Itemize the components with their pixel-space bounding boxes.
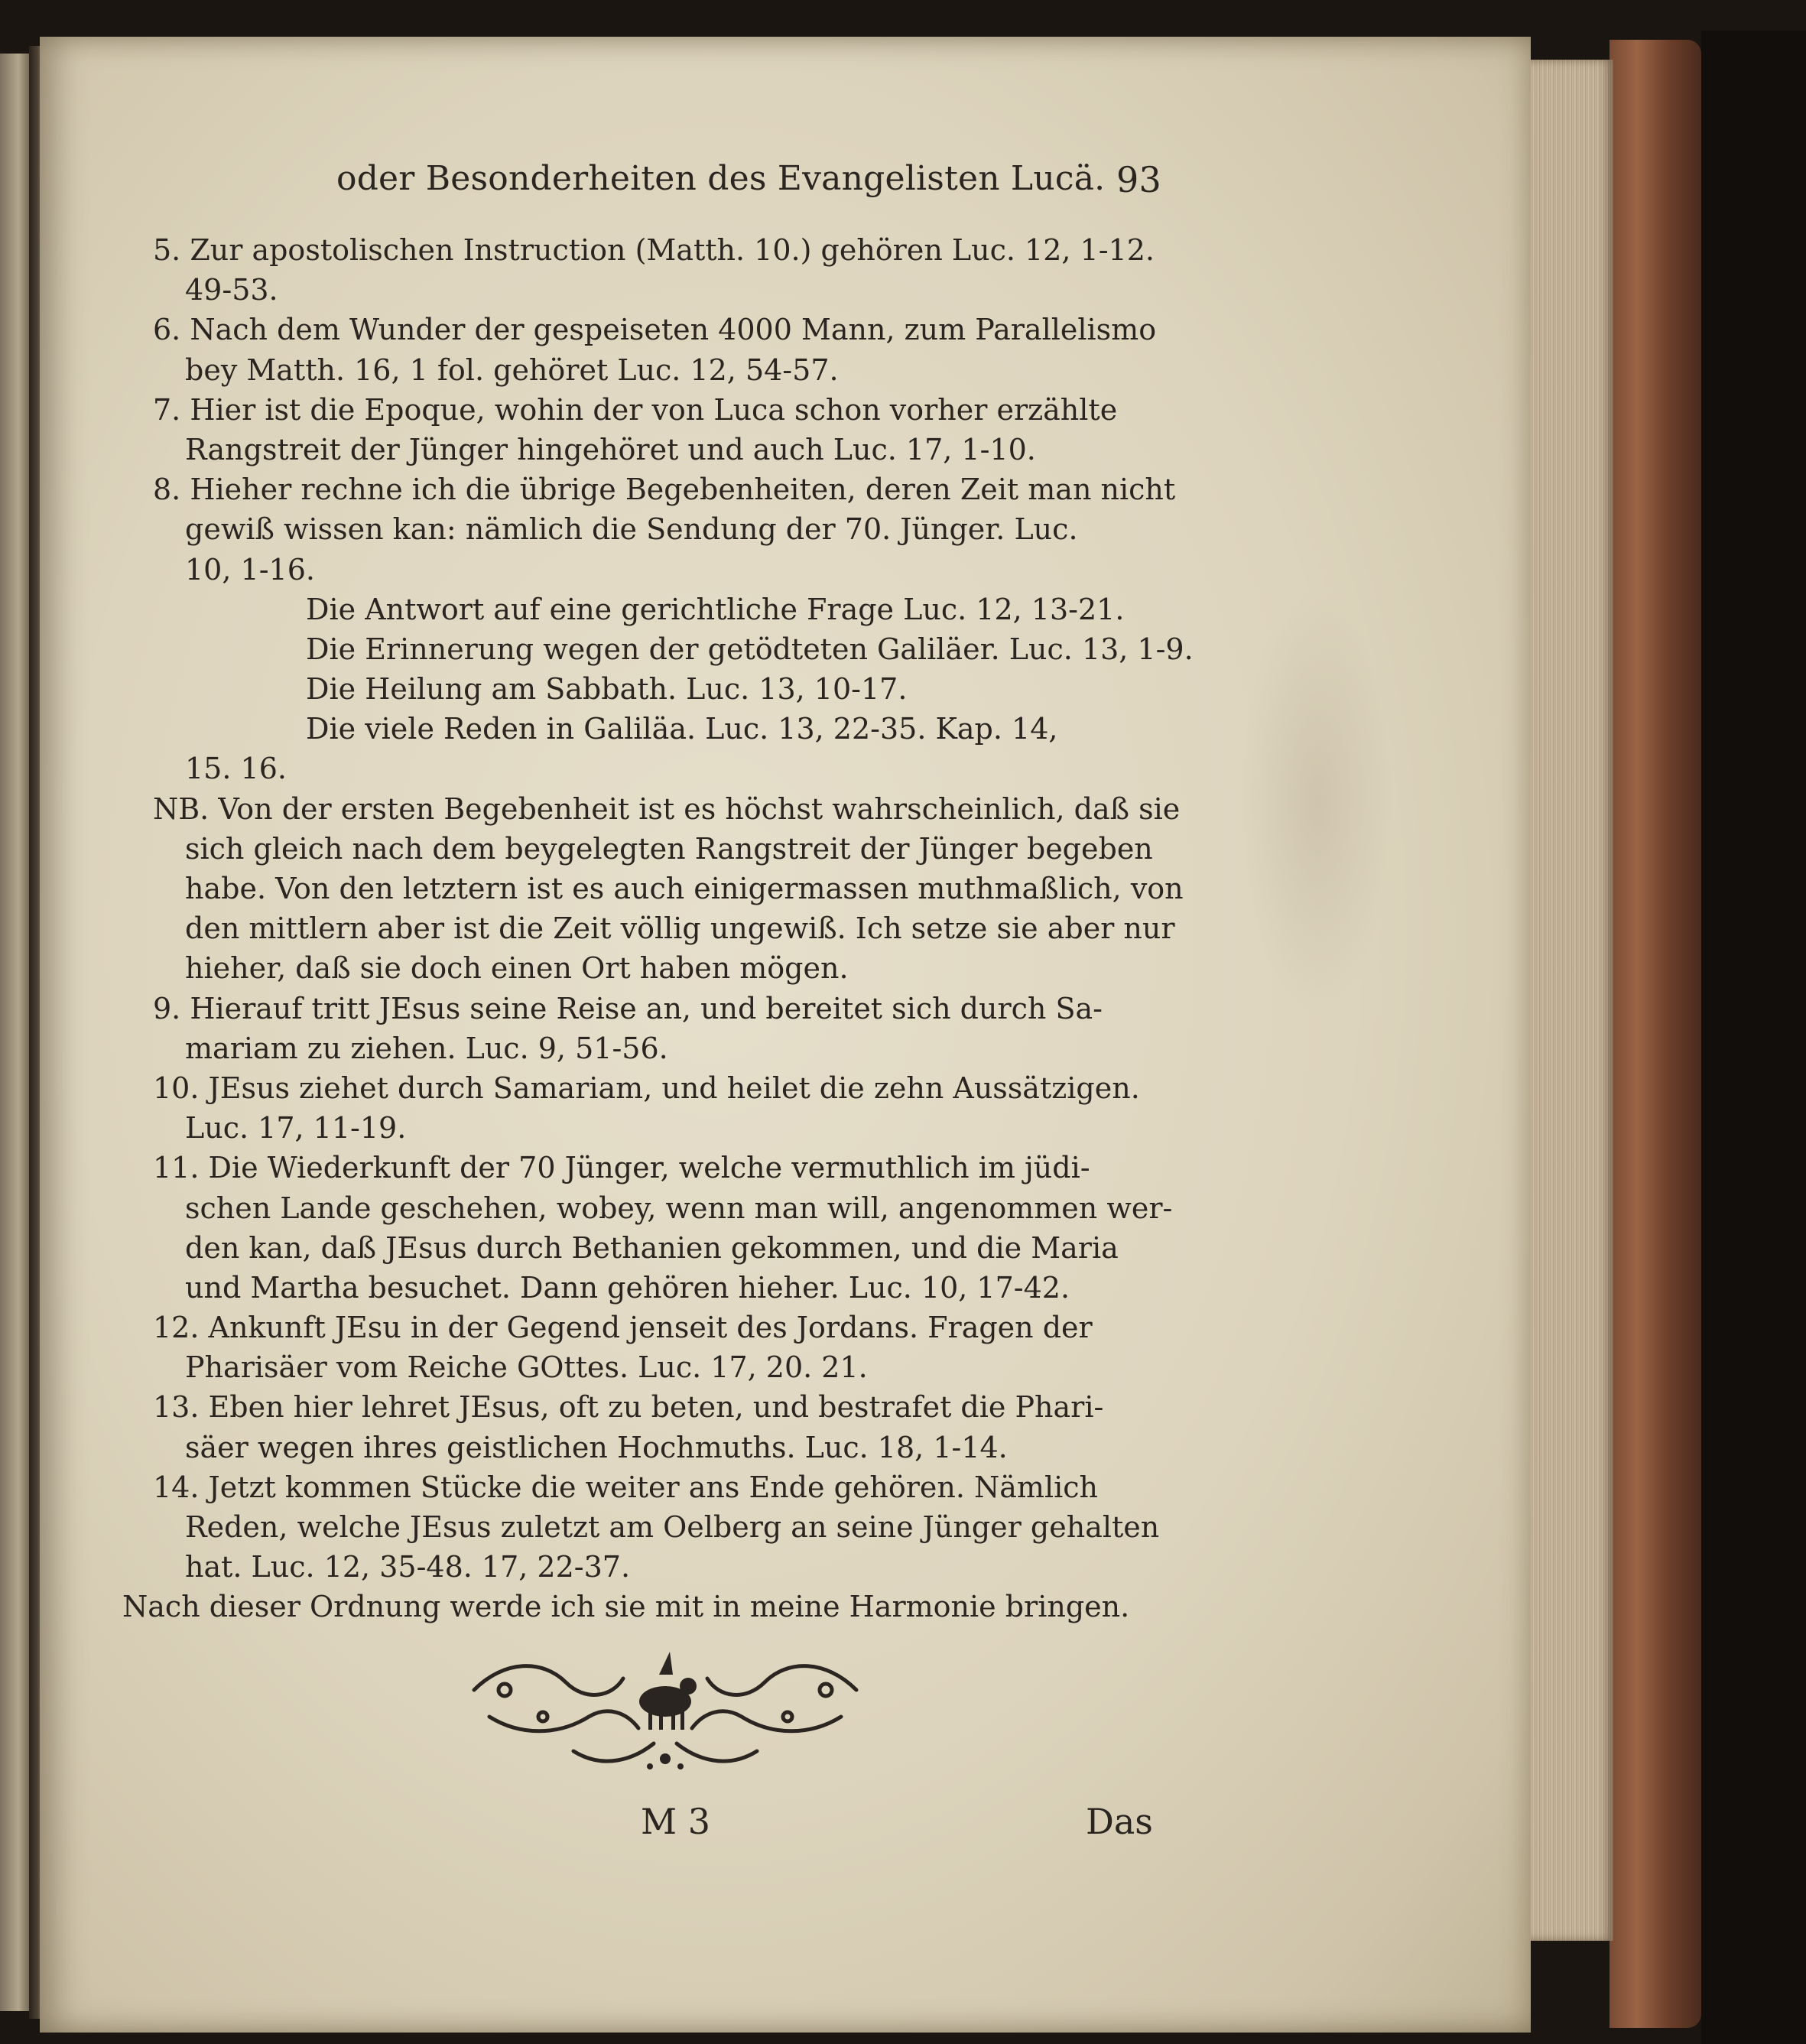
text-line: hieher, daß sie doch einen Ort haben mögen.	[185, 951, 849, 986]
running-title: oder Besonderheiten des Evangelisten Lucä.	[336, 159, 1106, 198]
text-line: 14. Jetzt kommen Stücke die weiter ans Ende gehören. Nämlich	[153, 1470, 1099, 1504]
text-line: Reden, welche JEsus zuletzt am Oelberg an seine Jünger gehalten	[185, 1510, 1160, 1544]
facing-page-edge	[0, 54, 31, 2011]
text-line: Die viele Reden in Galiläa. Luc. 13, 22-35. Kap. 14,	[306, 712, 1058, 746]
text-line: 5. Zur apostolischen Instruction (Matth. 10.) gehören Luc. 12, 1-12.	[153, 233, 1155, 267]
text-line: bey Matth. 16, 1 fol. gehöret Luc. 12, 54-57.	[185, 353, 839, 387]
text-line: 6. Nach dem Wunder der gespeiseten 4000 Mann, zum Parallelismo	[153, 313, 1157, 347]
text-line: sich gleich nach dem beygelegten Rangstreit der Jünger begeben	[185, 831, 1153, 866]
body-text	[122, 233, 1194, 1630]
text-line: Die Heilung am Sabbath. Luc. 13, 10-17.	[306, 672, 908, 707]
text-line: 13. Eben hier lehret JEsus, oft zu beten, und bestrafet die Phari-	[153, 1390, 1104, 1425]
page-block-edge	[1522, 60, 1613, 1941]
text-line: Luc. 17, 11-19.	[185, 1111, 407, 1145]
text-line: und Martha besuchet. Dann gehören hieher. Luc. 10, 17-42.	[185, 1270, 1070, 1305]
text-line: 12. Ankunft JEsu in der Gegend jenseit des Jordans. Fragen der	[153, 1311, 1093, 1345]
background	[1701, 31, 1806, 2044]
text-line: 8. Hieher rechne ich die übrige Begebenheiten, deren Zeit man nicht	[153, 473, 1176, 507]
text-line: 9. Hierauf tritt JEsus seine Reise an, und bereitet sich durch Sa-	[153, 991, 1103, 1025]
text-line: schen Lande geschehen, wobey, wenn man will, angenommen wer-	[185, 1191, 1173, 1225]
text-line: 15. 16.	[185, 752, 287, 786]
text-line: gewiß wissen kan: nämlich die Sendung der 70. Jünger. Luc.	[185, 512, 1078, 547]
text-line: 11. Die Wiederkunft der 70 Jünger, welche vermuthlich im jüdi-	[153, 1151, 1090, 1185]
catchword: Das	[1086, 1801, 1153, 1842]
text-line: habe. Von den letztern ist es auch einigermassen muthmaßlich, von	[185, 872, 1184, 905]
text-line: 7. Hier ist die Epoque, wohin der von Luca schon vorher erzählte	[153, 392, 1118, 427]
text-line: säer wegen ihres geistlichen Hochmuths. Luc. 18, 1-14.	[185, 1430, 1008, 1464]
text-line: Pharisäer vom Reiche GOttes. Luc. 17, 20. 21.	[185, 1350, 868, 1385]
text-line: Die Erinnerung wegen der getödteten Galiläer. Luc. 13, 1-9.	[306, 632, 1194, 666]
page-number: 93	[1116, 159, 1161, 200]
show-through	[1240, 587, 1393, 1016]
book-cover	[1609, 40, 1701, 2028]
signature-mark: M 3	[641, 1801, 710, 1842]
text-line: 10. JEsus ziehet durch Samariam, und heilet die zehn Aussätzigen.	[153, 1071, 1140, 1105]
text-line: Rangstreit der Jünger hingehöret und auch Luc. 17, 1-10.	[185, 432, 1036, 466]
text-line: 10, 1-16.	[185, 552, 315, 587]
text-line: NB. Von der ersten Begebenheit ist es höchst wahrscheinlich, daß sie	[153, 791, 1181, 826]
text-line: 49-53.	[185, 273, 278, 307]
text-line: Nach dieser Ordnung werde ich sie mit in meine Harmonie bringen.	[122, 1590, 1130, 1624]
text-line: hat. Luc. 12, 35-48. 17, 22-37.	[185, 1550, 631, 1584]
printer-ornament	[459, 1644, 872, 1774]
text-line: Die Antwort auf eine gerichtliche Frage Luc. 12, 13-21.	[306, 592, 1125, 626]
text-line: den kan, daß JEsus durch Bethanien gekommen, und die Maria	[185, 1230, 1119, 1265]
text-line: mariam zu ziehen. Luc. 9, 51-56.	[185, 1031, 668, 1065]
text-line: den mittlern aber ist die Zeit völlig ungewiß. Ich setze sie aber nur	[185, 912, 1175, 946]
